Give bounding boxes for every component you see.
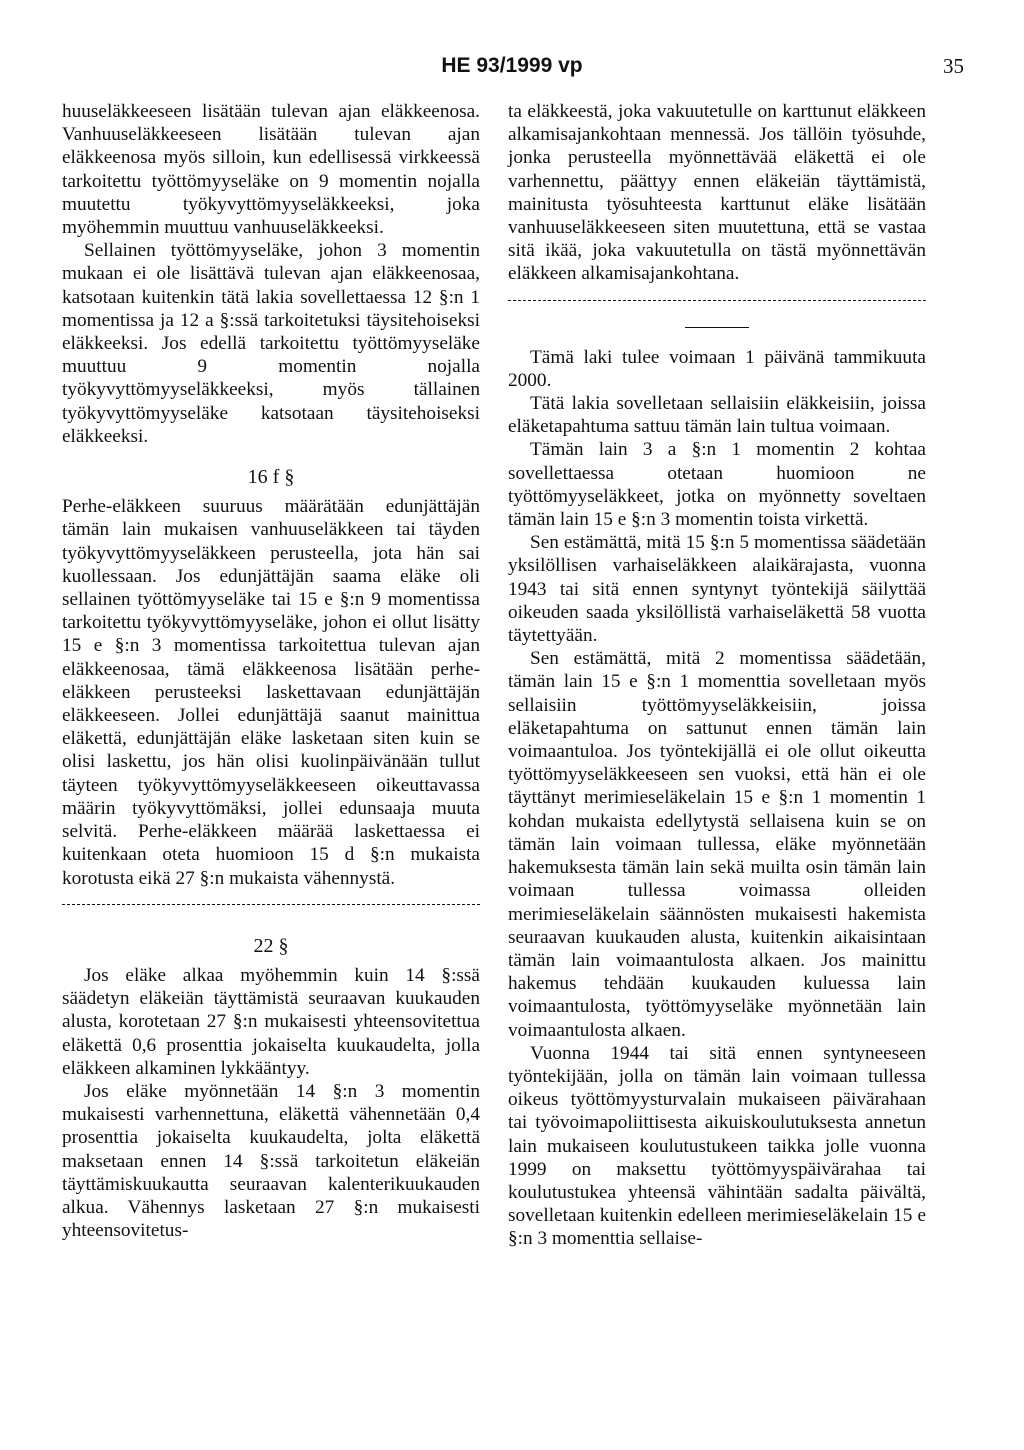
section-rule (685, 327, 749, 328)
section-heading-16f: 16 f § (247, 466, 295, 489)
paragraph: Tämä laki tulee voimaan 1 päivänä tammikuuta 2000. (508, 346, 926, 391)
paragraph: Sellainen työttömyyseläke, johon 3 momentin mukaan ei ole lisättävä tulevan ajan eläkkeenosaa, katsotaan kuitenkin tätä lakia sovellettaessa 12 §:n 1 momentissa ja 12 a §:ssä tarkoitetuksi täysitehoiseksi eläkkeeksi. Jos edellä tarkoitettu työttömyyseläke muuttuu 9 momentin nojalla työkyvyttömyyseläkkeeksi, myös tällainen työkyvyttömyyseläke katsotaan täysitehoiseksi eläkkeeksi. (62, 240, 480, 447)
paragraph: Sen estämättä, mitä 2 momentissa säädetään, tämän lain 15 e §:n 1 momenttia sovelletaan myös sellaisiin työttömyyseläkkeisiin, joissa eläketapahtuma on sattunut ennen tämän lain voimaantuloa. Jos työntekijällä ei ole ollut oikeutta työttömyyseläkkeeseen sen vuoksi, että hän ei ole täyttänyt merimieseläkelain 15 e §:n 1 momentin 1 kohdan mukaista edellytystä sellaisena kuin se on tämän lain voimaan tullessa, eläke myönnetään hakemuksesta tämän lain sekä muilta osin tämän lain voimaan tullessa voimassa olleiden merimieseläkelain säännösten mukaisesti hakemista seuraavan kuukauden alusta, kuitenkin aikaisintaan tämän lain voimaantulosta alkaen. Jos mainittu hakemus tehdään kuukauden kuluessa lain voimaantulosta, työttömyyseläke myönnetään lain voimaantulosta alkaen. (508, 648, 926, 1041)
paragraph: Perhe-eläkkeen suuruus määrätään edunjättäjän tämän lain mukaisen vanhuuseläkkeen tai täyden työkyvyttömyyseläkkeen perusteella, jota hän sai kuollessaan. Jos edunjättäjän saama eläke oli sellainen työttömyyseläke tai 15 e §:n 9 momentissa tarkoitettu työkyvyttömyyseläke, johon ei ollut lisätty 15 e §:n 3 momentissa tarkoitettua tulevan ajan eläkkeenosaa, tämä eläkkeenosa lisätään perhe-eläkkeen perusteeksi laskettavaan edunjättäjän eläkkeeseen. Jollei edunjättäjä saanut mainittua eläkettä, edunjättäjän eläke lasketaan siten kuin se olisi laskettu, jos hän olisi kuolinpäivänään tullut täyteen työkyvyttömyyseläkkeeseen oikeuttavassa määrin työkyvyttömäksi, jollei edunsaaja muuta selvitä. Perhe-eläkkeen määrää laskettaessa ei kuitenkaan oteta huomioon 15 d §:n mukaista korotusta eikä 27 §:n mukaista vähennystä. (62, 496, 480, 889)
page-number: 35 (943, 54, 964, 78)
paragraph: Jos eläke alkaa myöhemmin kuin 14 §:ssä säädetyn eläkeiän täyttämistä seuraavan kuukauden alusta, korotetaan 27 §:n mukaisesti yhteensovitettua eläkettä 0,6 prosenttia jokaiselta kuukaudelta, jolla eläkkeen alkaminen lykkääntyy. (62, 964, 480, 1079)
paragraph: Vuonna 1944 tai sitä ennen syntyneeseen työntekijään, jolla on tämän lain voimaan tullessa oikeus työttömyysturvalain mukaiseen päivärahaan tai työvoimapoliittisesta aikuiskoulutuksesta annetun lain mukaiseen koulutustukeen taikka jolle vuonna 1999 on maksettu työttömyyspäivärahaa tai koulutustukea yhteensä vähintään sadalta päivältä, sovelletaan kuitenkin edelleen merimieseläkelain 15 e §:n 3 momenttia sellaise- (508, 1042, 926, 1250)
paragraph: Tätä lakia sovelletaan sellaisiin eläkkeisiin, joissa eläketapahtuma sattuu tämän lain tultua voimaan. (508, 393, 926, 438)
right-column (508, 100, 926, 1251)
omission-separator (62, 904, 480, 905)
section-heading-22: 22 § (253, 934, 289, 957)
paragraph: Jos eläke myönnetään 14 §:n 3 momentin mukaisesti varhennettuna, eläkettä vähennetään 0,4 prosenttia jokaiselta kuukaudelta, jolta eläkettä maksetaan ennen 14 §:ssä tarkoitetun eläkeiän täyttämiskuukautta seuraavan kalenterikuukauden alkua. Vähennys lasketaan 27 §:n mukaisesti yhteensovitetus- (62, 1080, 480, 1242)
document-id: HE 93/1999 vp (441, 54, 583, 77)
omission-separator (508, 300, 926, 301)
paragraph: Sen estämättä, mitä 15 §:n 5 momentissa säädetään yksilöllisen varhaiseläkkeen alaikärajasta, vuonna 1943 tai sitä ennen syntynyt työntekijä säilyttää oikeuden saada yksilöllistä varhaiseläkettä 58 vuotta täytettyään. (508, 532, 926, 647)
paragraph: Tämän lain 3 a §:n 1 momentin 2 kohtaa sovellettaessa otetaan huomioon ne työttömyyseläkkeet, jotka on myönnetty soveltaen tämän lain 15 e §:n 3 momentin toista virkettä. (508, 439, 926, 531)
left-column (62, 100, 480, 1242)
paragraph: huuseläkkeeseen lisätään tulevan ajan eläkkeenosa. Vanhuuseläkkeeseen lisätään tulevan ajan eläkkeenosa myös silloin, kun edellisessä virkkeessä tarkoitettu työttömyyseläke on 9 momentin nojalla muutettu työkyvyttömyyseläkkeeksi, joka myöhemmin muuttuu vanhuuseläkkeeksi. (62, 101, 480, 239)
page-header (0, 54, 1024, 84)
paragraph: ta eläkkeestä, joka vakuutetulle on karttunut eläkkeen alkamisajankohtaan mennessä. Jos tällöin työsuhde, jonka perusteella myönnettävää eläkettä ei ole varhennettu, päättyy ennen eläkeiän täyttämistä, mainitusta työsuhteesta karttunut eläke lisätään vanhuuseläkkeeseen siten muutettuna, että se vastaa sitä ikää, joka vakuutetulla on tästä myönnettävän eläkkeen alkamisajankohtana. (508, 101, 926, 285)
